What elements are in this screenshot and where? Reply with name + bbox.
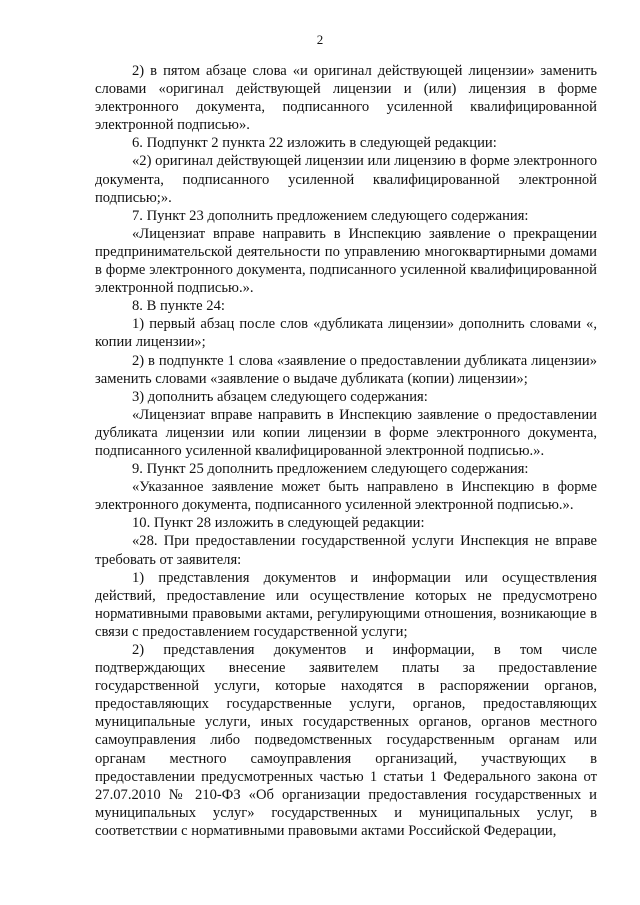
paragraph: 2) представления документов и информации, в том числе подтверждающих внесение заявителем платы за предоставление государственной услуги, которые находятся в распоряжении органов, предоставляющих государственные услуги, органов, предоставляющих муниципальные услуги, иных государственных органов, органов местного самоуправления либо подведомственных государственным органам или органам местного самоуправления организаций, участвующих в предоставлении предусмотренных частью 1 статьи 1 Федерального закона от 27.07.2010 № 210-ФЗ «Об организации предоставления государственных и муниципальных услуг» государственных и муниципальных услуг, в соответствии с нормативными правовыми актами Российской Федерации, <box>95 642 597 839</box>
paragraph: 10. Пункт 28 изложить в следующей редакции: <box>132 515 425 532</box>
paragraph: 2) в подпункте 1 слова «заявление о предоставлении дубликата лицензии» заменить словами «заявление о выдаче дубликата (копии) лицензии»; <box>95 352 597 387</box>
paragraph: 9. Пункт 25 дополнить предложением следующего содержания: <box>132 461 529 478</box>
paragraph: 3) дополнить абзацем следующего содержания: <box>132 388 428 405</box>
paragraph: «2) оригинал действующей лицензии или лицензию в форме электронного документа, подписанного усиленной квалифицированной электронной подписью;». <box>95 153 597 206</box>
document-body <box>95 62 597 840</box>
paragraph: 1) представления документов и информации или осуществления действий, предоставление или осуществление которых не предусмотрено нормативными правовыми актами, регулирующими отношения, возникающие в связи с предоставлением государственной услуги; <box>95 569 597 640</box>
paragraph: «Указанное заявление может быть направлено в Инспекцию в форме электронного документа, подписанного усиленной электронной подписью.». <box>95 479 597 514</box>
paragraph: 1) первый абзац после слов «дубликата лицензии» дополнить словами «, копии лицензии»; <box>95 316 597 351</box>
paragraph: 6. Подпункт 2 пункта 22 изложить в следующей редакции: <box>132 135 497 152</box>
paragraph: 7. Пункт 23 дополнить предложением следующего содержания: <box>132 207 529 224</box>
paragraph: «Лицензиат вправе направить в Инспекцию заявление о прекращении предпринимательской деятельности по управлению многоквартирными домами в форме электронного документа, подписанного усиленной квалифицированной электронной подписью.». <box>95 225 597 297</box>
paragraph: «Лицензиат вправе направить в Инспекцию заявление о предоставлении дубликата лицензии или копии лицензии в форме электронного документа, подписанного усиленной квалифицированной электронной подписью.». <box>95 406 597 459</box>
page-number: 2 <box>316 32 324 47</box>
paragraph: 2) в пятом абзаце слова «и оригинал действующей лицензии» заменить словами «оригинал действующей лицензии и (или) лицензия в форме электронного документа, подписанного усиленной квалифицированной электронной подписью». <box>95 63 597 134</box>
paragraph: «28. При предоставлении государственной услуги Инспекция не вправе требовать от заявителя: <box>95 533 597 568</box>
paragraph: 8. В пункте 24: <box>132 298 225 315</box>
